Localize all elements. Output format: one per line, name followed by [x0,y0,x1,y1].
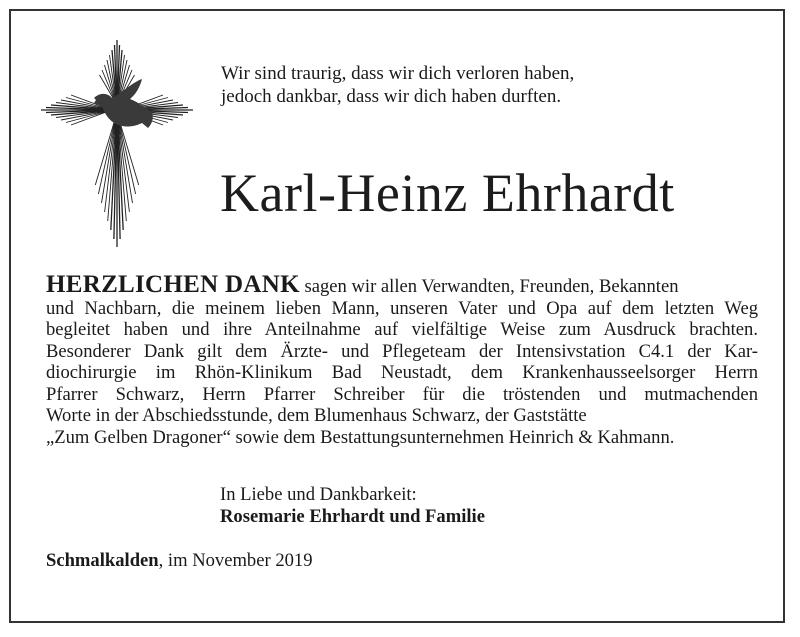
cross-ray [119,122,135,194]
body-line: Worte in der Abschiedsstunde, dem Blumenhaus Schwarz, der Gaststätte [46,405,587,426]
body-line: Besonderer Dank gilt dem Ärzte- und Pflegeteam der Intensivstation C4.1 der Kar- [46,340,758,362]
place-and-date [46,550,313,572]
body-line: „Zum Gelben Dragoner“ sowie dem Bestattungsunternehmen Heinrich & Kahmann. [46,426,675,448]
notice-date: , im November 2019 [158,550,313,571]
cross-ray [71,112,105,125]
body-line-1-text: sagen wir allen Verwandten, Freunden, Bekannten [299,276,679,297]
body-line: und Nachbarn, die meinem lieben Mann, unseren Vater und Opa auf dem letzten Weg [46,297,758,319]
body-line: begleitet haben und ihre Anteilnahme auf vielfältige Weise zum Ausdruck brachten. [46,319,758,340]
body-line: Pfarrer Schwarz, Herrn Pfarrer Schreiber für die tröstenden und mutmachenden [46,383,758,405]
cross-dove-graphic [38,32,196,247]
signature-greeting: In Liebe und Dankbarkeit: [220,484,417,505]
place-town: Schmalkalden [46,550,159,571]
body-line-1 [46,271,758,298]
deceased-name: Karl-Heinz Ehrhardt [220,163,675,223]
quote-line-1: Wir sind traurig, dass wir dich verloren haben, [221,63,575,84]
cross-ray [98,122,114,194]
thank-you-text [46,271,758,448]
signature-family: Rosemarie Ehrhardt und Familie [220,506,485,527]
signature-block [220,484,485,528]
body-line: diochirurgie im Rhön-Klinikum Bad Neustadt, dem Krankenhausseelsorger Herrn [46,362,758,383]
quote-line-2: jedoch dankbar, dass wir dich haben durften. [221,86,562,107]
thank-you-heading: HERZLICHEN DANK [46,271,300,298]
cross-with-dove-icon [38,32,196,247]
memorial-quote [221,62,574,108]
